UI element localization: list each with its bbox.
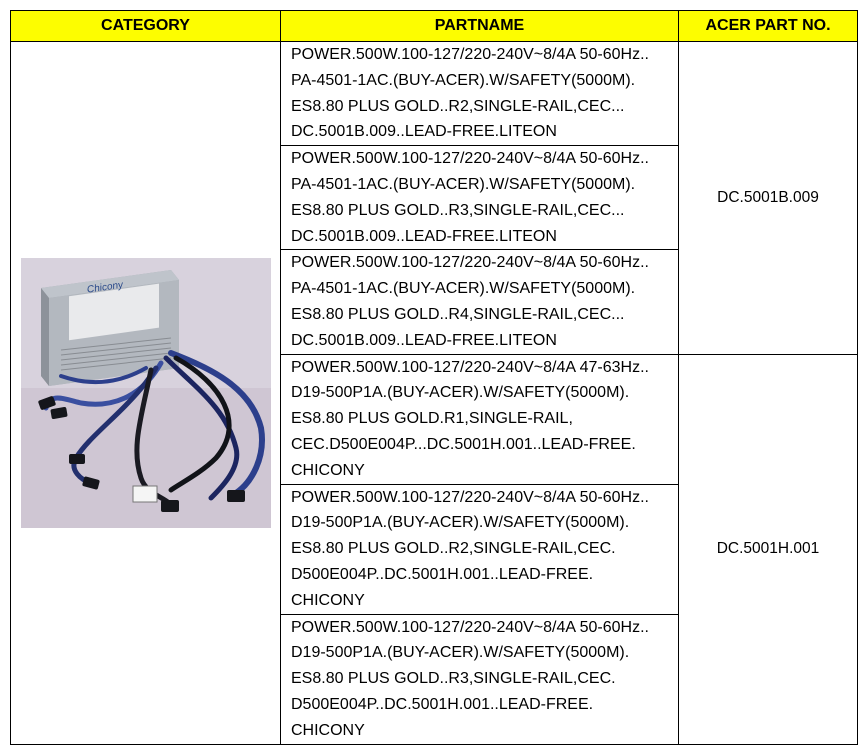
- partname-line: POWER.500W.100-127/220-240V~8/4A 50-60Hz..: [291, 254, 649, 272]
- acer-part-no-cell: DC.5001H.001: [679, 354, 858, 744]
- partname-line: CHICONY: [291, 591, 365, 609]
- partname-cell: [281, 354, 679, 484]
- parts-table: [10, 10, 858, 745]
- partname-line: D19-500P1A.(BUY-ACER).W/SAFETY(5000M).: [291, 644, 630, 662]
- partname-line: PA-4501-1AC.(BUY-ACER).W/SAFETY(5000M).: [291, 280, 636, 298]
- partname-header: PARTNAME: [281, 11, 679, 42]
- partname-line: POWER.500W.100-127/220-240V~8/4A 50-60Hz..: [291, 150, 649, 168]
- partname-line: DC.5001B.009..LEAD-FREE.LITEON: [291, 227, 557, 245]
- partname-line: ES8.80 PLUS GOLD.R1,SINGLE-RAIL,: [291, 410, 573, 428]
- partname-line: PA-4501-1AC.(BUY-ACER).W/SAFETY(5000M).: [291, 175, 636, 193]
- partname-line: CHICONY: [291, 721, 365, 739]
- partname-line: ES8.80 PLUS GOLD..R2,SINGLE-RAIL,CEC...: [291, 97, 625, 115]
- partname-cell: [281, 42, 679, 146]
- power-supply-photo-icon: [21, 258, 271, 528]
- partname-line: ES8.80 PLUS GOLD..R2,SINGLE-RAIL,CEC.: [291, 540, 616, 558]
- category-cell: [11, 42, 281, 745]
- partname-cell: [281, 484, 679, 614]
- partname-line: ES8.80 PLUS GOLD..R3,SINGLE-RAIL,CEC.: [291, 670, 616, 688]
- partname-line: POWER.500W.100-127/220-240V~8/4A 50-60Hz..: [291, 618, 649, 636]
- partname-line: ES8.80 PLUS GOLD..R3,SINGLE-RAIL,CEC...: [291, 201, 625, 219]
- partname-line: CEC.D500E004P...DC.5001H.001..LEAD-FREE.: [291, 435, 636, 453]
- partname-line: D500E004P..DC.5001H.001..LEAD-FREE.: [291, 565, 594, 583]
- photo-brand-label: Chicony: [87, 279, 124, 296]
- partname-line: CHICONY: [291, 461, 365, 479]
- partname-line: D500E004P..DC.5001H.001..LEAD-FREE.: [291, 695, 594, 713]
- table-row: [11, 42, 858, 146]
- partname-line: D19-500P1A.(BUY-ACER).W/SAFETY(5000M).: [291, 514, 630, 532]
- acer-part-no-cell: DC.5001B.009: [679, 42, 858, 355]
- partname-line: D19-500P1A.(BUY-ACER).W/SAFETY(5000M).: [291, 384, 630, 402]
- acer-part-no-header: ACER PART NO.: [679, 11, 858, 42]
- partname-line: ES8.80 PLUS GOLD..R4,SINGLE-RAIL,CEC...: [291, 305, 625, 323]
- category-header: CATEGORY: [11, 11, 281, 42]
- partname-line: DC.5001B.009..LEAD-FREE.LITEON: [291, 123, 557, 141]
- partname-line: POWER.500W.100-127/220-240V~8/4A 47-63Hz..: [291, 358, 649, 376]
- header-row: [11, 11, 858, 42]
- partname-line: PA-4501-1AC.(BUY-ACER).W/SAFETY(5000M).: [291, 71, 636, 89]
- partname-line: POWER.500W.100-127/220-240V~8/4A 50-60Hz..: [291, 46, 649, 63]
- partname-cell: [281, 250, 679, 354]
- partname-line: DC.5001B.009..LEAD-FREE.LITEON: [291, 331, 557, 349]
- partname-cell: [281, 614, 679, 744]
- partname-cell: [281, 146, 679, 250]
- partname-line: POWER.500W.100-127/220-240V~8/4A 50-60Hz..: [291, 488, 649, 506]
